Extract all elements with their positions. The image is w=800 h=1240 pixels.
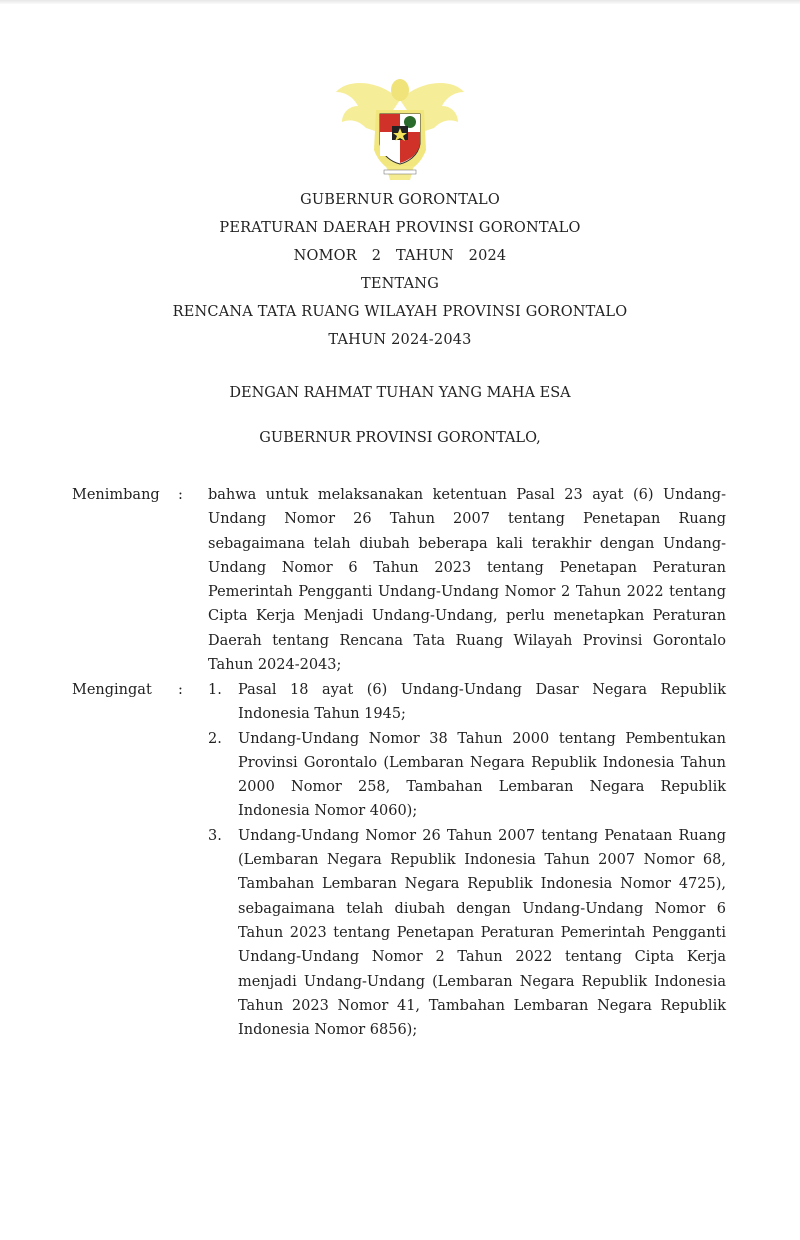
- item-number: 2.: [208, 730, 222, 747]
- considering-text: bahwa untuk melaksanakan ketentuan Pasal 23 ayat (6) Undang-Undang Nomor 26 Tahun 2007 tentang Penetapan Ruang sebagaimana telah diubah beberapa kali terakhir dengan Undang-Undang Nomor 6 Tahun 2023 tentang Penetapan Peraturan Pemerintah Pengganti Undang-Undang Nomor 2 Tahun 2022 tentang Cipta Kerja Menjadi Undang-Undang, perlu menetapkan Peraturan Daerah tentang Rencana Tata Ruang Wilayah Provinsi Gorontalo Tahun 2024-2043;: [208, 487, 726, 674]
- number-value: 2: [371, 248, 382, 264]
- year-value: 2024: [468, 248, 507, 264]
- recalling-colon: :: [178, 682, 183, 698]
- subject-period-heading: TAHUN 2024-2043: [328, 332, 472, 348]
- recalling-item: [208, 678, 726, 727]
- recalling-list: [208, 678, 726, 1042]
- recalling-label: Mengingat: [72, 682, 152, 698]
- garuda-pancasila-emblem-icon: [328, 70, 472, 188]
- regulation-type-heading: PERATURAN DAERAH PROVINSI GORONTALO: [219, 220, 581, 236]
- invocation-line: DENGAN RAHMAT TUHAN YANG MAHA ESA: [229, 385, 571, 401]
- enactor-line: GUBERNUR PROVINSI GORONTALO,: [259, 430, 541, 446]
- page-top-edge: [0, 0, 800, 4]
- issuer-heading: GUBERNUR GORONTALO: [300, 192, 500, 208]
- item-text: Undang-Undang Nomor 38 Tahun 2000 tentang Pembentukan Provinsi Gorontalo (Lembaran Negara Republik Indonesia Tahun 2000 Nomor 258, Tambahan Lembaran Negara Republik Indonesia Nomor 4060);: [238, 730, 726, 820]
- recalling-item: [208, 824, 726, 1043]
- year-label: TAHUN: [395, 248, 454, 264]
- item-text: Undang-Undang Nomor 26 Tahun 2007 tentang Penataan Ruang (Lembaran Negara Republik Indonesia Tahun 2007 Nomor 68, Tambahan Lembaran Negara Republik Indonesia Nomor 4725), sebagaimana telah diubah dengan Undang-Undang Nomor 6 Tahun 2023 tentang Penetapan Peraturan Pemerintah Pengganti Undang-Undang Nomor 2 Tahun 2022 tentang Cipta Kerja menjadi Undang-Undang (Lembaran Negara Republik Indonesia Tahun 2023 Nomor 41, Tambahan Lembaran Negara Republik Indonesia Nomor 6856);: [238, 827, 726, 1039]
- item-text: Pasal 18 ayat (6) Undang-Undang Dasar Negara Republik Indonesia Tahun 1945;: [238, 682, 726, 723]
- item-number: 3.: [208, 827, 222, 844]
- subject-heading: RENCANA TATA RUANG WILAYAH PROVINSI GORONTALO: [172, 304, 628, 320]
- considering-colon: :: [178, 487, 183, 503]
- considering-label: Menimbang: [72, 487, 160, 503]
- number-label: NOMOR: [293, 248, 357, 264]
- regulation-title-block: [0, 186, 800, 354]
- regulation-number-line: [0, 242, 800, 270]
- item-number: 1.: [208, 682, 222, 698]
- recalling-item: [208, 727, 726, 824]
- about-heading: TENTANG: [361, 276, 439, 292]
